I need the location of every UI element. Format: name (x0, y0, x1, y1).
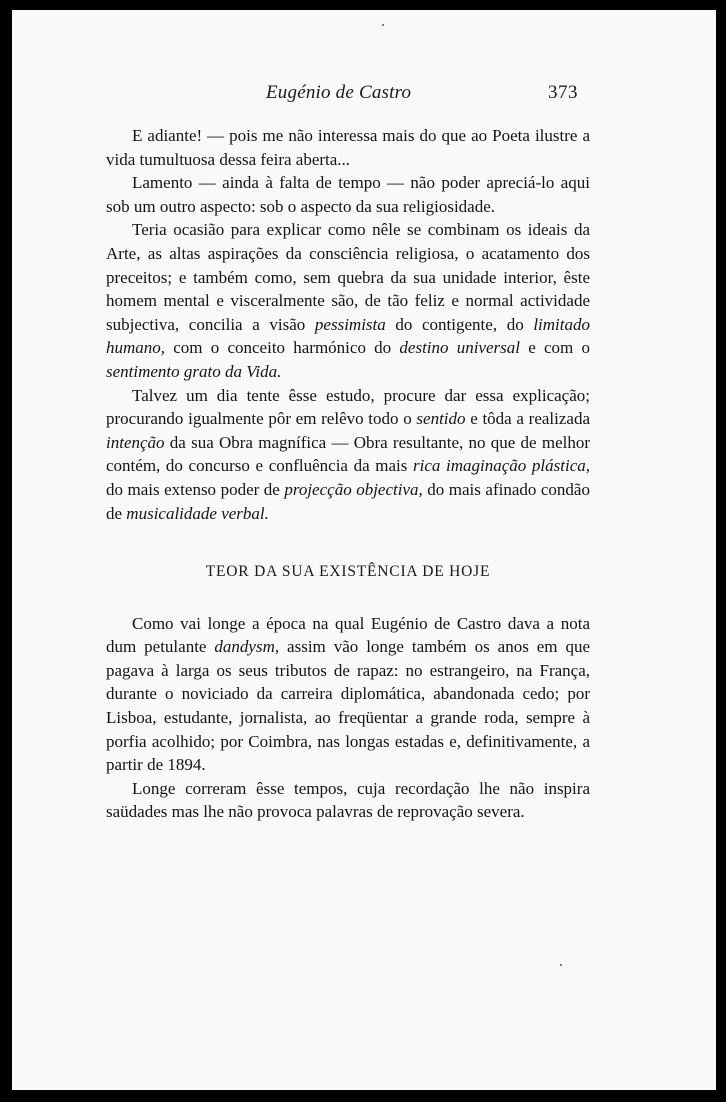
text-run: do mais extenso poder de (106, 479, 285, 499)
italic-run: dandysm, (214, 637, 280, 657)
paragraph (106, 612, 590, 777)
text-run: Talvez um dia tente êsse estudo, procure dar essa explicação; procurando igualmente pôr em relêvo todo o (106, 385, 590, 429)
text-run: Teria ocasião para explicar como nêle se combinam os ideais da Arte, as altas aspirações da consciência religiosa, o acatamento dos preceitos; e também como, sem quebra da sua unidade interior, êste homem mental e visceralmente são, de tão feliz e normal actividade subjectiva, concilia a visão (106, 220, 590, 334)
text-run: do mais afinado condão de (106, 479, 590, 523)
italic-run: projecção objectiva, (284, 479, 423, 499)
text-run: Longe correram êsse tempos, cuja recordação lhe não inspira saüdades mas lhe não provoca palavras de reprovação severa. (106, 778, 590, 822)
text-run: assim vão longe também os anos em que pagava à larga os seus tributos de rapaz: no estrangeiro, na França, durante o noviciado da carreira diplomática, abandonada cedo; por Lisboa, estudante, jornalista, ao freqüentar a grande roda, sempre à porfia acolhido; por Coimbra, nas longas estadas e, definitivamente, a partir de 1894. (106, 637, 590, 775)
running-head-title: Eugénio de Castro (266, 82, 412, 103)
italic-run: destino universal (399, 338, 521, 358)
page-number: 373 (548, 82, 578, 103)
text-run: com o conceito harmónico do (165, 338, 400, 358)
italic-run: intenção (106, 432, 165, 452)
section-heading: TEOR DA SUA EXISTÊNCIA DE HOJE (205, 563, 491, 581)
italic-run: rica imaginação plástica, (413, 456, 590, 476)
paper-speck (560, 964, 562, 966)
text-run: do contigente, do (385, 314, 534, 334)
body-text (106, 124, 590, 824)
paper-speck (382, 24, 384, 26)
paragraph (106, 777, 590, 824)
italic-run: limitado humano, (106, 314, 590, 358)
paragraph (106, 171, 590, 218)
book-page (12, 10, 716, 1090)
italic-run: sentido (416, 409, 466, 429)
paragraph (106, 124, 590, 171)
italic-run: sentimento grato da Vida. (106, 361, 282, 381)
running-head (12, 82, 716, 108)
text-run: Lamento — ainda à falta de tempo — não poder apreciá-lo aqui sob um outro aspecto: sob o aspecto da sua religiosidade. (106, 173, 590, 216)
text-run: Como vai longe a época na qual Eugénio de Castro dava a nota dum petulante (106, 613, 590, 657)
text-run: e tôda a realizada (465, 409, 590, 429)
italic-run: pessimista (314, 314, 386, 334)
paragraph (106, 218, 590, 383)
paragraph (106, 384, 590, 526)
text-run: E adiante! — pois me não interessa mais do que ao Poeta ilustre a vida tumultuosa dessa feira aberta... (106, 126, 590, 169)
text-run: e com o (520, 338, 590, 358)
text-run: da sua Obra magnífica — Obra resultante, no que de melhor contém, do concurso e confluência da mais (106, 432, 590, 476)
italic-run: musicalidade verbal. (126, 503, 269, 523)
